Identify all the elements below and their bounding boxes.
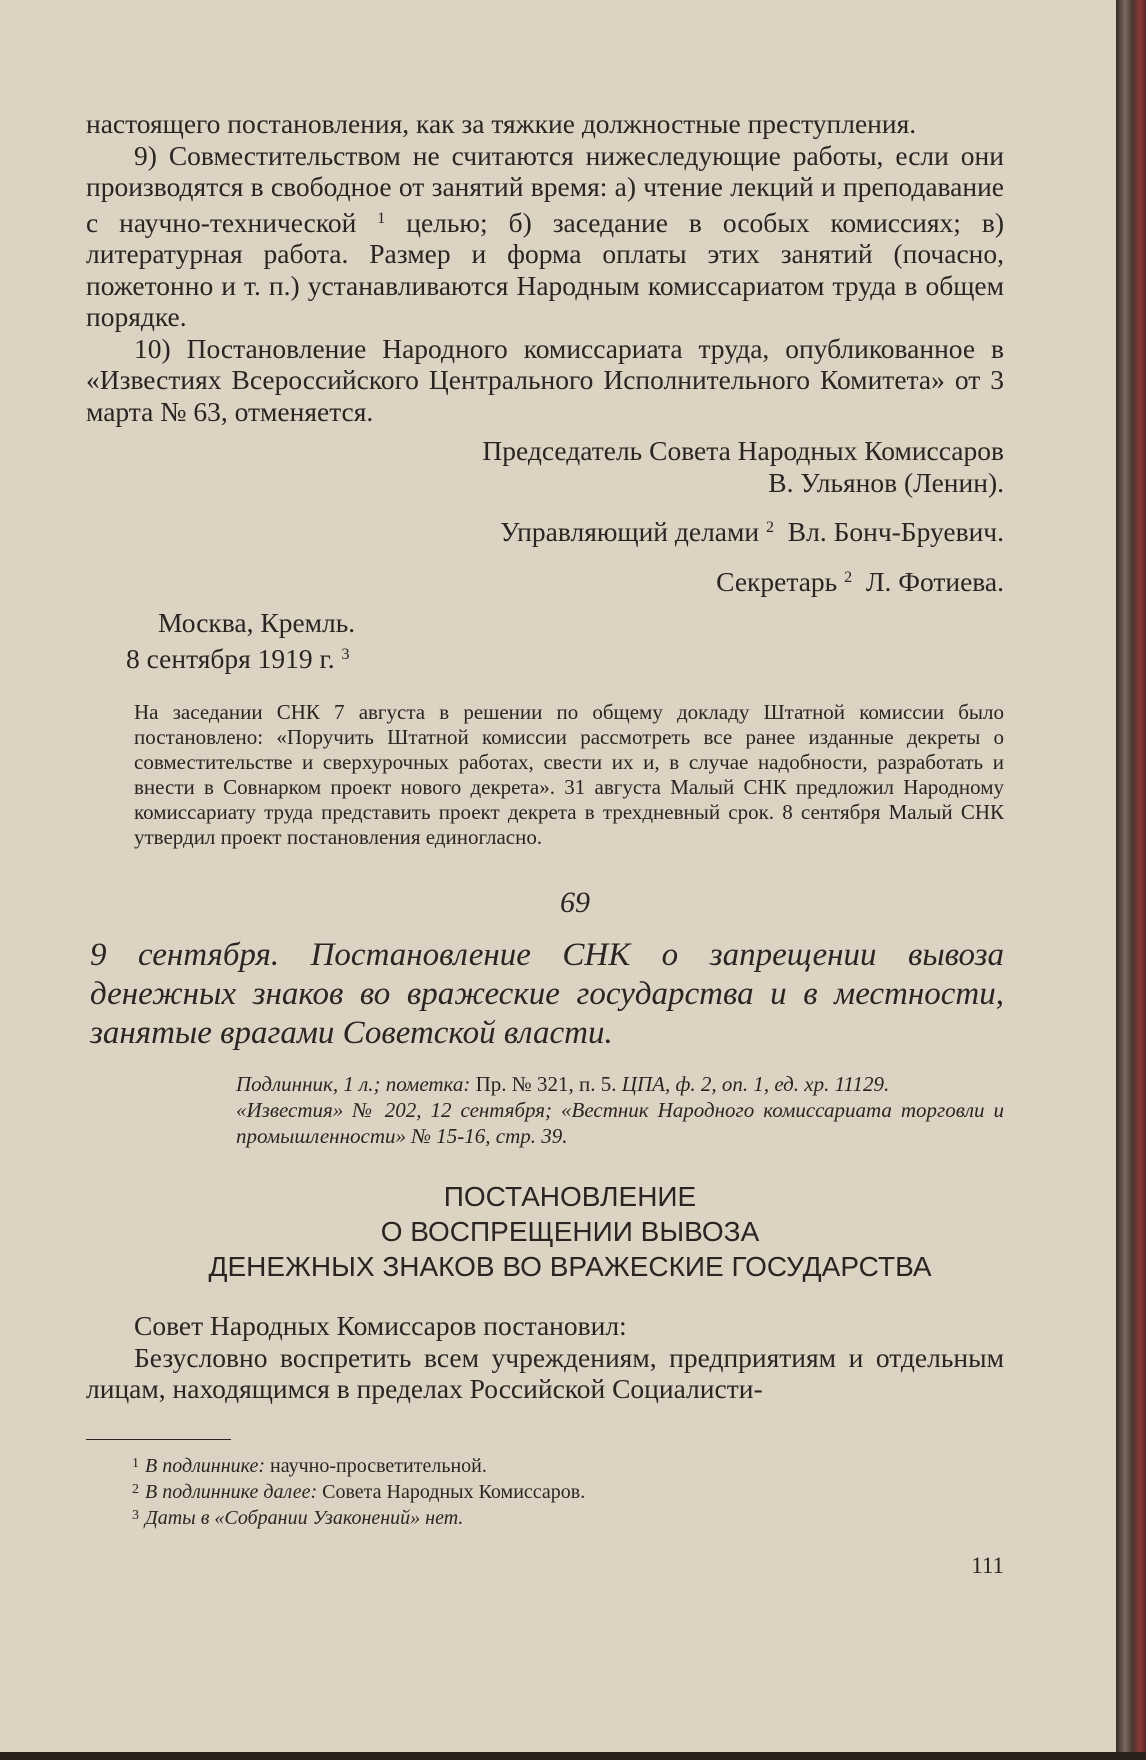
- source-plain: Пр. № 321, п. 5.: [475, 1072, 617, 1096]
- source-italic-a: Подлинник, 1 л.; пометка:: [236, 1072, 471, 1096]
- document-number: 69: [560, 886, 590, 919]
- page-number: 111: [971, 1552, 1004, 1578]
- item-9-paragraph: [86, 140, 1004, 333]
- place: Москва, Кремль.: [158, 607, 356, 638]
- chairman-title: Председатель Совета Народных Комиссаров: [482, 435, 1004, 466]
- item-9-text-cont: целью; б) заседание в особых комиссиях; в) литературная работа. Размер и форма оплаты этих занятий (почасно, пожетонно и т. п.) устанавливаются Народным комиссариатом труда в общем порядке.: [86, 206, 1005, 332]
- chairman-name: В. Ульянов (Ленин).: [768, 466, 1004, 498]
- footnote-2-mark: 2: [132, 1481, 139, 1497]
- date: 8 сентября 1919 г.: [126, 642, 335, 674]
- heading-line-2: О ВОСПРЕЩЕНИИ ВЫВОЗА: [380, 1216, 760, 1247]
- heading-line-1: ПОСТАНОВЛЕНИЕ: [443, 1181, 697, 1212]
- book-page-edge: [1116, 0, 1146, 1760]
- manager-name: Вл. Бонч-Бруевич.: [787, 516, 1004, 547]
- footnote-ref-1: 1: [377, 209, 386, 227]
- continuation-paragraph: настоящего постановления, как за тяжкие должностные преступления.: [86, 108, 917, 139]
- footnote-3-italic: Даты в «Собрании Узаконений» нет.: [145, 1506, 464, 1529]
- manager-title: Управляющий делами: [500, 516, 760, 547]
- footnote-3-mark: 3: [132, 1507, 139, 1523]
- footnote-2-text: Совета Народных Комиссаров.: [322, 1480, 586, 1503]
- footnote-3: [86, 1504, 1004, 1530]
- secretary-signature: [86, 562, 1004, 598]
- source-line-2: [86, 1097, 1004, 1149]
- secretary-title: Секретарь: [716, 565, 838, 597]
- body-text: Безусловно воспретить всем учреждениям, предприятиям и отдельным лицам, находящимся в пределах Российской Социалисти-: [86, 1341, 1004, 1404]
- manager-signature: [86, 512, 1004, 548]
- date-line: [86, 639, 1004, 675]
- footnote-1-italic: В подлиннике:: [145, 1454, 266, 1477]
- footnote-ref-2b: 2: [844, 568, 853, 586]
- source-italic-b: ЦПА, ф. 2, оп. 1, ед. хр. 11129.: [621, 1072, 890, 1096]
- footnote-ref-2a: 2: [766, 519, 774, 536]
- footnote-2: [86, 1478, 1004, 1504]
- item-9-text: 9) Совместительством не считаются нижеследующие работы, если они производятся в свободное от занятий время: а) чтение лекций и преподавание с научно-технической: [86, 139, 1004, 238]
- footnote-ref-3: 3: [341, 645, 350, 663]
- page-content: [86, 108, 1004, 1580]
- editorial-note: На заседании СНК 7 августа в решении по общему докладу Штатной комиссии было постановлено: «Поручить Штатной комиссии рассмотреть все ранее изданные декреты о совместительстве и сверхурочных работах, свести их и, в случае надобности, разработать и внести в Совнарком проект нового декрета». 31 августа Малый СНК предложил Народному комиссариату труда представить проект декрета в трехдневный срок. 8 сентября Малый СНК утвердил проект постановления единогласно.: [134, 700, 1004, 849]
- secretary-name: Л. Фотиева.: [865, 565, 1004, 597]
- document-title: 9 сентября. Постановление СНК о запрещении вывоза денежных знаков во вражеские государства и в местности, занятые врагами Советской власти.: [90, 937, 1004, 1051]
- footnote-2-italic: В подлиннике далее:: [145, 1480, 318, 1503]
- book-bottom-edge: [0, 1752, 1146, 1760]
- footnote-1-text: научно-просветительной.: [270, 1454, 487, 1477]
- body-intro: Совет Народных Комиссаров постановил:: [134, 1310, 627, 1341]
- item-10-paragraph: 10) Постановление Народного комиссариата труда, опубликованное в «Известиях Всероссийского Центрального Исполнительного Комитета» от 3 марта № 63, отменяется.: [86, 332, 1004, 427]
- footnote-1-mark: 1: [132, 1455, 139, 1471]
- heading-line-3: ДЕНЕЖНЫХ ЗНАКОВ ВО ВРАЖЕСКИЕ ГОСУДАРСТВА: [208, 1251, 932, 1282]
- footnote-1: [86, 1452, 1004, 1478]
- source-line-1: [86, 1071, 1004, 1097]
- source-publication: «Известия» № 202, 12 сентября; «Вестник Народного комиссариата торговли и промышленности» № 15-16, стр. 39.: [236, 1098, 1004, 1148]
